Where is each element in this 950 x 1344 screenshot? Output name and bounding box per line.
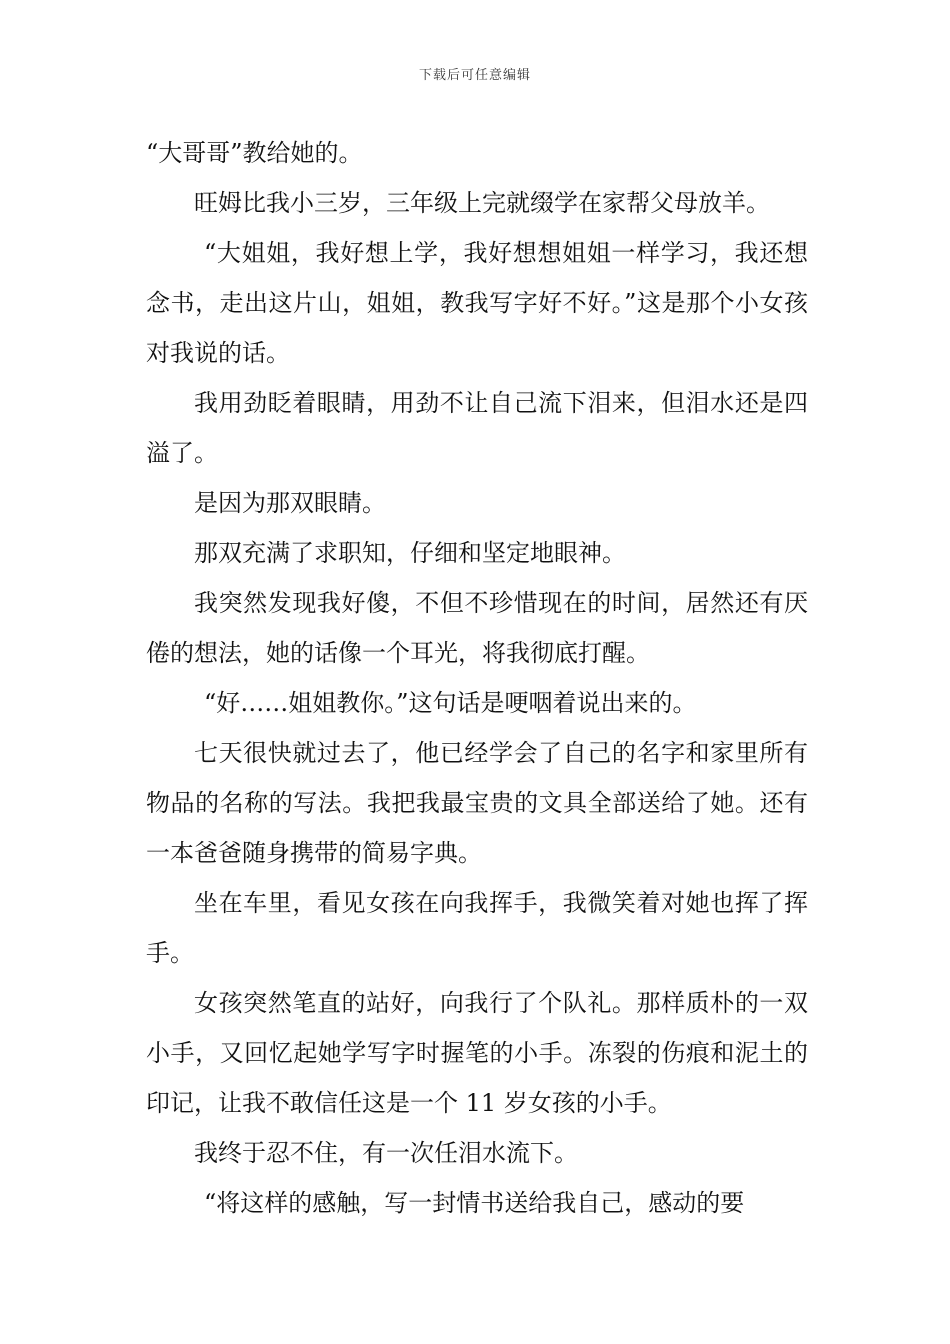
paragraph: “将这样的感触，写一封情书送给我自己，感动的要	[204, 1189, 745, 1217]
document-body	[146, 128, 808, 1228]
paragraph: 坐在车里，看见女孩在向我挥手，我微笑着对她也挥了挥手。	[146, 889, 808, 967]
paragraph: 女孩突然笔直的站好，向我行了个队礼。那样质朴的一双小手，又回忆起她学写字时握笔的小手。冻裂的伤痕和泥土的印记，让我不敢信任这是一个 11 岁女孩的小手。	[146, 989, 808, 1117]
paragraph: 我突然发现我好傻，不但不珍惜现在的时间，居然还有厌倦的想法，她的话像一个耳光，将我彻底打醒。	[146, 589, 808, 667]
paragraph: 那双充满了求职知，仔细和坚定地眼神。	[194, 539, 626, 567]
paragraph: “好……姐姐教你。”这句话是哽咽着说出来的。	[204, 689, 697, 717]
page-header: 下载后可任意编辑	[418, 68, 531, 83]
paragraph: “大姐姐，我好想上学，我好想想姐姐一样学习，我还想念书，走出这片山，姐姐，教我写字好不好。”这是那个小女孩对我说的话。	[146, 239, 808, 367]
paragraph: 七天很快就过去了，他已经学会了自己的名字和家里所有物品的名称的写法。我把我最宝贵的文具全部送给了她。还有一本爸爸随身携带的简易字典。	[146, 739, 808, 867]
paragraph: 旺姆比我小三岁，三年级上完就缀学在家帮父母放羊。	[194, 189, 770, 217]
paragraph: 是因为那双眼睛。	[194, 489, 386, 517]
paragraph: 我用劲眨着眼睛，用劲不让自己流下泪来，但泪水还是四溢了。	[146, 389, 808, 467]
paragraph: 我终于忍不住，有一次任泪水流下。	[194, 1139, 578, 1167]
paragraph: “大哥哥”教给她的。	[146, 139, 363, 167]
